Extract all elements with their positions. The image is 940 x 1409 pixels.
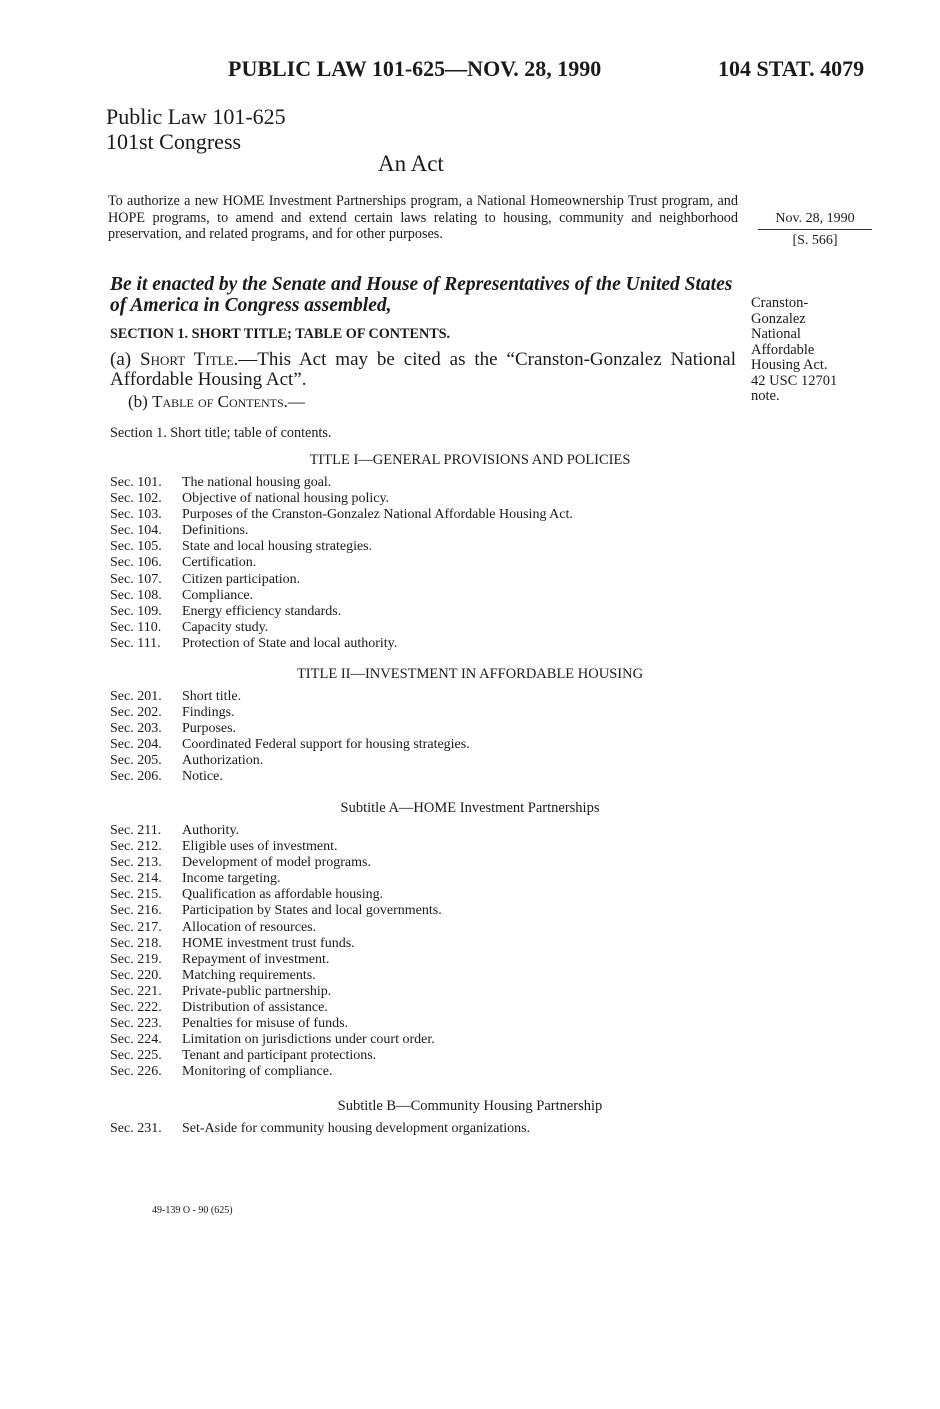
section-heading: SECTION 1. SHORT TITLE; TABLE OF CONTENTS. [110, 326, 451, 342]
toc-entry-number: Sec. 111. [110, 635, 161, 651]
toc-entry [110, 1032, 442, 1048]
enacting-clause: Be it enacted by the Senate and House of Representatives of the United States of America in Congress assembled, [110, 274, 733, 316]
toc-entry [110, 689, 470, 705]
toc-entry-title: Allocation of resources. [182, 919, 317, 935]
toc-entry-title: Distribution of assistance. [182, 1000, 328, 1016]
toc-entry-number: Sec. 105. [110, 539, 162, 555]
law-number: Public Law 101-625 [106, 104, 286, 129]
toc-entry-title: Limitation on jurisdictions under court order. [182, 1032, 435, 1048]
toc-entry-title: Income targeting. [182, 871, 281, 887]
toc-entry [110, 737, 470, 753]
toc-entry-title: Protection of State and local authority. [182, 635, 398, 651]
toc-entry-number: Sec. 109. [110, 603, 162, 619]
toc-entry [110, 1064, 442, 1080]
toc-entry-number: Sec. 106. [110, 555, 162, 571]
toc-entry-number: Sec. 226. [110, 1064, 162, 1080]
toc-group-heading: Subtitle A—HOME Investment Partnerships [340, 800, 600, 816]
toc-entry [110, 588, 573, 604]
toc-entry [110, 620, 573, 636]
toc-entry-number: Sec. 224. [110, 1032, 162, 1048]
toc-entry [110, 507, 573, 523]
short-title-label: Short Title [140, 349, 234, 370]
toc-entry-title: Authority. [182, 823, 240, 838]
toc-entry [110, 705, 470, 721]
toc-entry-number: Sec. 204. [110, 737, 162, 753]
margin-note-line: Cranston- [751, 295, 809, 311]
toc-entry-list [110, 475, 573, 652]
margin-note [751, 296, 837, 405]
toc-subsection-heading [128, 392, 305, 412]
toc-entry [110, 604, 573, 620]
toc-entry [110, 555, 573, 571]
toc-entry-number: Sec. 217. [110, 919, 162, 935]
toc-entry-title: Authorization. [182, 753, 264, 769]
toc-entry [110, 887, 442, 903]
toc-entry-title: Capacity study. [182, 619, 269, 635]
toc-entry-number: Sec. 231. [110, 1121, 162, 1136]
short-title-paragraph [110, 350, 736, 390]
toc-entry [110, 952, 442, 968]
toc-entry [110, 903, 442, 919]
act-heading: An Act [378, 151, 444, 176]
margin-note-line: National [751, 326, 801, 342]
toc-label-suffix: .— [283, 392, 305, 411]
toc-entry-title: State and local housing strategies. [182, 539, 373, 555]
toc-entry-title: Monitoring of compliance. [182, 1064, 333, 1080]
footer-print-code: 49-139 O - 90 (625) [152, 1205, 233, 1216]
toc-entry-number: Sec. 103. [110, 507, 162, 523]
toc-entry-number: Sec. 218. [110, 935, 162, 951]
toc-entry-number: Sec. 101. [110, 475, 162, 490]
toc-entry [110, 636, 573, 652]
toc-entry-number: Sec. 201. [110, 689, 162, 704]
toc-entry-number: Sec. 102. [110, 491, 162, 507]
toc-entry-number: Sec. 214. [110, 871, 162, 887]
toc-entry-title: Set-Aside for community housing development organizations. [182, 1121, 531, 1136]
toc-entry [110, 1121, 530, 1137]
toc-entry-title: HOME investment trust funds. [182, 935, 355, 951]
toc-entry-title: Objective of national housing policy. [182, 491, 390, 507]
toc-entry [110, 769, 470, 785]
toc-entry-number: Sec. 215. [110, 887, 162, 903]
margin-note-line: Housing Act. [751, 357, 828, 373]
toc-entry-list [110, 689, 470, 786]
toc-entry [110, 753, 470, 769]
toc-entry [110, 721, 470, 737]
toc-entry [110, 984, 442, 1000]
subsection-a-prefix: (a) [110, 349, 141, 370]
toc-entry [110, 936, 442, 952]
toc-entry-list [110, 1121, 530, 1137]
congress-label: 101st Congress [106, 129, 242, 154]
toc-entry-number: Sec. 223. [110, 1016, 162, 1032]
toc-entry [110, 920, 442, 936]
toc-entry-number: Sec. 211. [110, 823, 162, 838]
toc-entry-number: Sec. 110. [110, 619, 162, 635]
toc-entry-title: Penalties for misuse of funds. [182, 1016, 349, 1032]
running-head-title: PUBLIC LAW 101-625—NOV. 28, 1990 [228, 56, 602, 81]
toc-group-heading: TITLE II—INVESTMENT IN AFFORDABLE HOUSING [296, 666, 644, 682]
toc-entry [110, 855, 442, 871]
margin-note-line: note. [751, 388, 780, 404]
toc-entry-number: Sec. 220. [110, 967, 162, 983]
toc-entry-number: Sec. 202. [110, 705, 162, 721]
toc-entry [110, 475, 573, 491]
toc-entry [110, 572, 573, 588]
toc-group-heading: Subtitle B—Community Housing Partnership [337, 1098, 603, 1114]
purpose-paragraph: To authorize a new HOME Investment Partnerships program, a National Homeownership Trust program, and HOPE programs, to amend and extend certain laws relating to housing, community and neighborhood preservation, and related programs, and for other purposes. [108, 193, 738, 242]
toc-entry-title: Definitions. [182, 523, 249, 539]
toc-entry [110, 1048, 442, 1064]
running-head-stat-page: 104 STAT. 4079 [718, 56, 865, 81]
toc-entry-number: Sec. 222. [110, 1000, 162, 1016]
margin-date-block [758, 210, 872, 250]
toc-entry-title: Notice. [182, 769, 223, 785]
toc-entry-number: Sec. 216. [110, 903, 162, 919]
toc-entry-title: Qualification as affordable housing. [182, 887, 384, 903]
toc-entry-title: Purposes. [182, 721, 237, 737]
toc-entry-list [110, 823, 442, 1081]
toc-entry-title: Certification. [182, 555, 257, 571]
toc-entry-title: Energy efficiency standards. [182, 603, 342, 619]
margin-date: Nov. 28, 1990 [775, 211, 855, 226]
toc-entry-title: The national housing goal. [182, 475, 332, 490]
toc-entry [110, 871, 442, 887]
toc-entry [110, 523, 573, 539]
toc-entry-number: Sec. 108. [110, 587, 162, 603]
toc-entry-number: Sec. 212. [110, 839, 162, 855]
toc-entry-title: Tenant and participant protections. [182, 1048, 377, 1064]
toc-entry-title: Coordinated Federal support for housing strategies. [182, 737, 470, 753]
toc-entry-number: Sec. 213. [110, 855, 162, 871]
toc-entry-title: Short title. [182, 689, 242, 704]
toc-entry [110, 1000, 442, 1016]
toc-entry [110, 1016, 442, 1032]
margin-note-line: Gonzalez [751, 310, 806, 327]
toc-entry [110, 968, 442, 984]
toc-entry-title: Private-public partnership. [182, 983, 332, 999]
toc-entry [110, 539, 573, 555]
margin-date-rule [758, 229, 872, 230]
toc-entry-number: Sec. 107. [110, 571, 162, 587]
margin-note-line: Affordable [751, 341, 815, 358]
toc-entry-title: Matching requirements. [182, 967, 316, 983]
toc-entry-title: Findings. [182, 705, 235, 721]
short-title-text: .—This Act may be cited as the “Cranston-Gonzalez National Affordable Housing Act”. [110, 349, 736, 390]
subsection-b-prefix: (b) [128, 392, 153, 411]
toc-entry-number: Sec. 203. [110, 721, 162, 737]
toc-entry-number: Sec. 206. [110, 769, 162, 785]
toc-section-1: Section 1. Short title; table of contents. [110, 425, 332, 441]
toc-label: Table of Contents [152, 392, 284, 411]
toc-entry-number: Sec. 219. [110, 951, 162, 967]
toc-entry-title: Development of model programs. [182, 855, 371, 871]
toc-entry-title: Repayment of investment. [182, 951, 330, 967]
margin-bill-number: [S. 566] [792, 233, 838, 248]
toc-entry-title: Participation by States and local governments. [182, 903, 442, 919]
toc-entry-title: Citizen participation. [182, 571, 301, 587]
toc-entry [110, 823, 442, 839]
margin-note-line: 42 USC 12701 [751, 372, 838, 389]
toc-entry-title: Purposes of the Cranston-Gonzalez National Affordable Housing Act. [182, 507, 573, 523]
toc-entry-number: Sec. 205. [110, 753, 162, 769]
toc-entry-number: Sec. 225. [110, 1048, 162, 1064]
toc-entry [110, 491, 573, 507]
toc-entry-number: Sec. 104. [110, 523, 162, 539]
toc-entry-number: Sec. 221. [110, 983, 162, 999]
toc-entry-title: Eligible uses of investment. [182, 839, 338, 855]
toc-entry-title: Compliance. [182, 587, 254, 603]
toc-group-heading: TITLE I—GENERAL PROVISIONS AND POLICIES [309, 452, 631, 468]
toc-entry [110, 839, 442, 855]
